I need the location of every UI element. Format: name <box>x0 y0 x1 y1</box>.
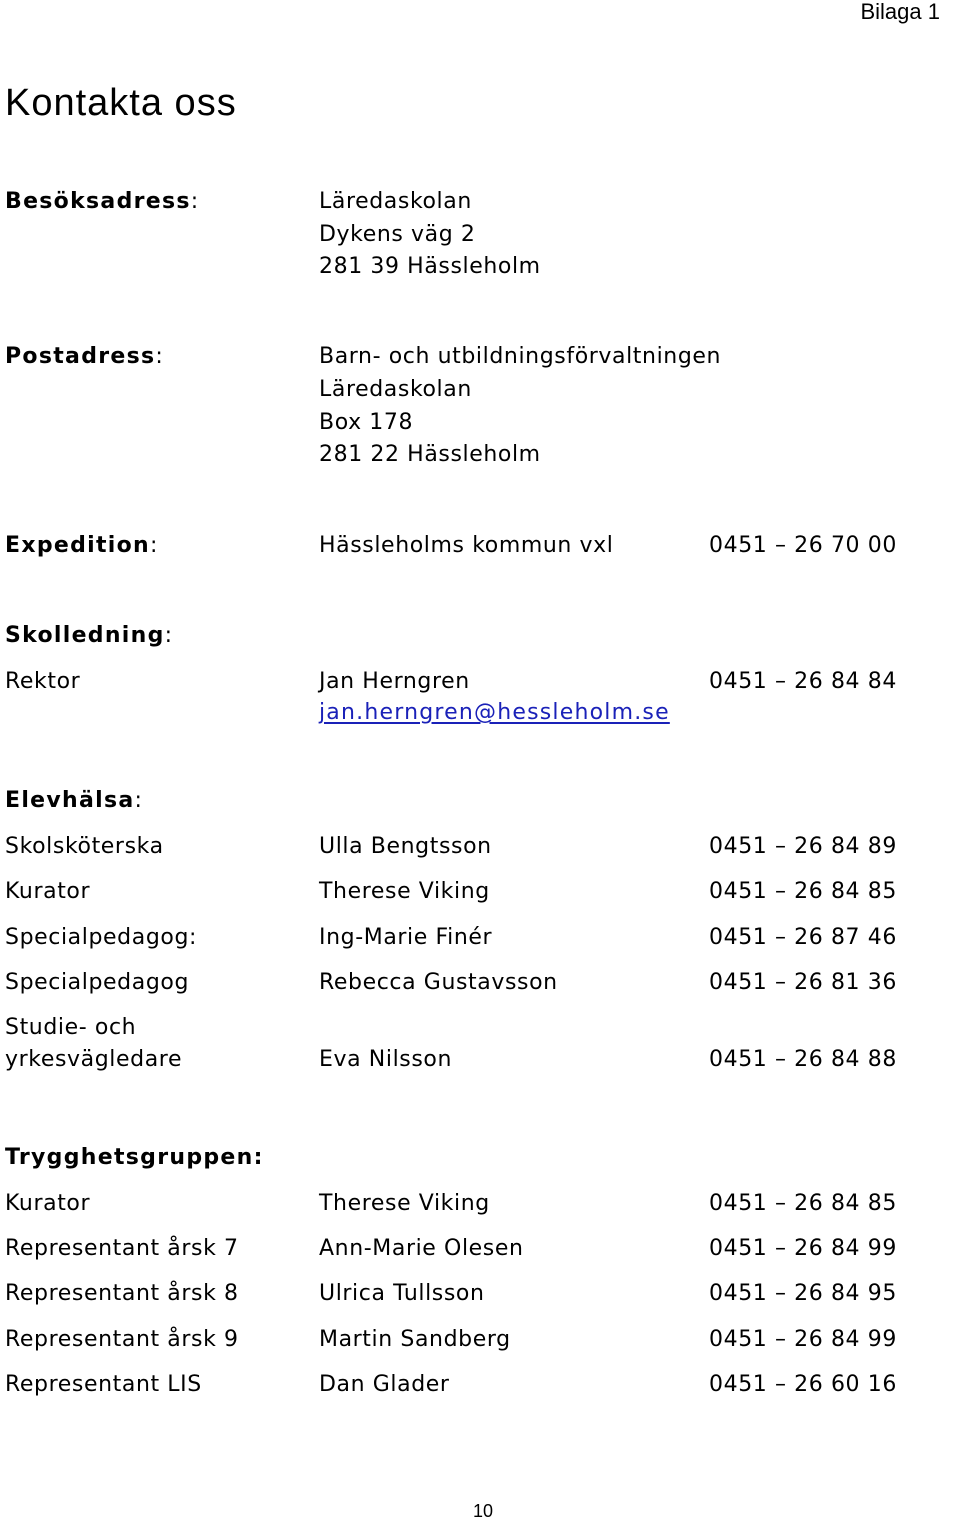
staff-name: Eva Nilsson <box>319 1047 453 1072</box>
safety-name: Ulrica Tullsson <box>319 1281 485 1306</box>
postal-address-line: Läredaskolan <box>319 377 472 402</box>
postal-address-line: 281 22 Hässleholm <box>319 442 541 467</box>
staff-role: Studie- och <box>5 1015 137 1040</box>
staff-role: Specialpedagog: <box>5 925 198 950</box>
staff-phone: 0451 – 26 84 85 <box>709 879 897 904</box>
safety-role: Kurator <box>5 1191 91 1216</box>
attachment-label: Bilaga 1 <box>860 0 940 24</box>
principal-email-link[interactable]: jan.herngren@hessleholm.se <box>319 700 670 725</box>
expedition-name: Hässleholms kommun vxl <box>319 533 614 558</box>
safety-phone: 0451 – 26 84 85 <box>709 1191 897 1216</box>
visit-address-line: 281 39 Hässleholm <box>319 254 541 279</box>
safety-phone: 0451 – 26 84 95 <box>709 1281 897 1306</box>
visit-address-line: Läredaskolan <box>319 189 472 214</box>
postal-address-line: Barn- och utbildningsförvaltningen <box>319 344 722 369</box>
staff-role: Specialpedagog <box>5 970 190 995</box>
expedition-phone: 0451 – 26 70 00 <box>709 533 897 558</box>
staff-name: Rebecca Gustavsson <box>319 970 558 995</box>
safety-phone: 0451 – 26 84 99 <box>709 1327 897 1352</box>
staff-phone: 0451 – 26 84 88 <box>709 1047 897 1072</box>
staff-role: Skolsköterska <box>5 834 164 859</box>
staff-role: Kurator <box>5 879 91 904</box>
safety-name: Dan Glader <box>319 1372 450 1397</box>
safety-role: Representant LIS <box>5 1372 202 1397</box>
staff-phone: 0451 – 26 81 36 <box>709 970 897 995</box>
safety-phone: 0451 – 26 60 16 <box>709 1372 897 1397</box>
safety-name: Ann-Marie Olesen <box>319 1236 524 1261</box>
staff-name: Ulla Bengtsson <box>319 834 492 859</box>
safety-role: Representant årsk 7 <box>5 1236 239 1261</box>
staff-name: Ing-Marie Finér <box>319 925 493 950</box>
safety-name: Therese Viking <box>319 1191 490 1216</box>
staff-phone: 0451 – 26 84 89 <box>709 834 897 859</box>
page-number: 10 <box>473 1501 494 1521</box>
postal-address-line: Box 178 <box>319 410 414 435</box>
principal-phone: 0451 – 26 84 84 <box>709 669 897 694</box>
safety-phone: 0451 – 26 84 99 <box>709 1236 897 1261</box>
visit-address-line: Dykens väg 2 <box>319 222 476 247</box>
principal-name: Jan Herngren <box>319 669 470 694</box>
safety-group-label: Trygghetsgruppen: <box>5 1145 264 1170</box>
expedition-label: Expedition: <box>5 533 159 558</box>
student-health-label: Elevhälsa: <box>5 788 143 813</box>
principal-role: Rektor <box>5 669 81 694</box>
staff-phone: 0451 – 26 87 46 <box>709 925 897 950</box>
safety-role: Representant årsk 8 <box>5 1281 239 1306</box>
safety-name: Martin Sandberg <box>319 1327 511 1352</box>
page-title: Kontakta oss <box>5 82 237 124</box>
staff-role: yrkesvägledare <box>5 1047 183 1072</box>
management-label: Skolledning: <box>5 623 173 648</box>
safety-role: Representant årsk 9 <box>5 1327 239 1352</box>
visit-address-label: Besöksadress: <box>5 189 199 214</box>
staff-name: Therese Viking <box>319 879 490 904</box>
postal-address-label: Postadress: <box>5 344 164 369</box>
